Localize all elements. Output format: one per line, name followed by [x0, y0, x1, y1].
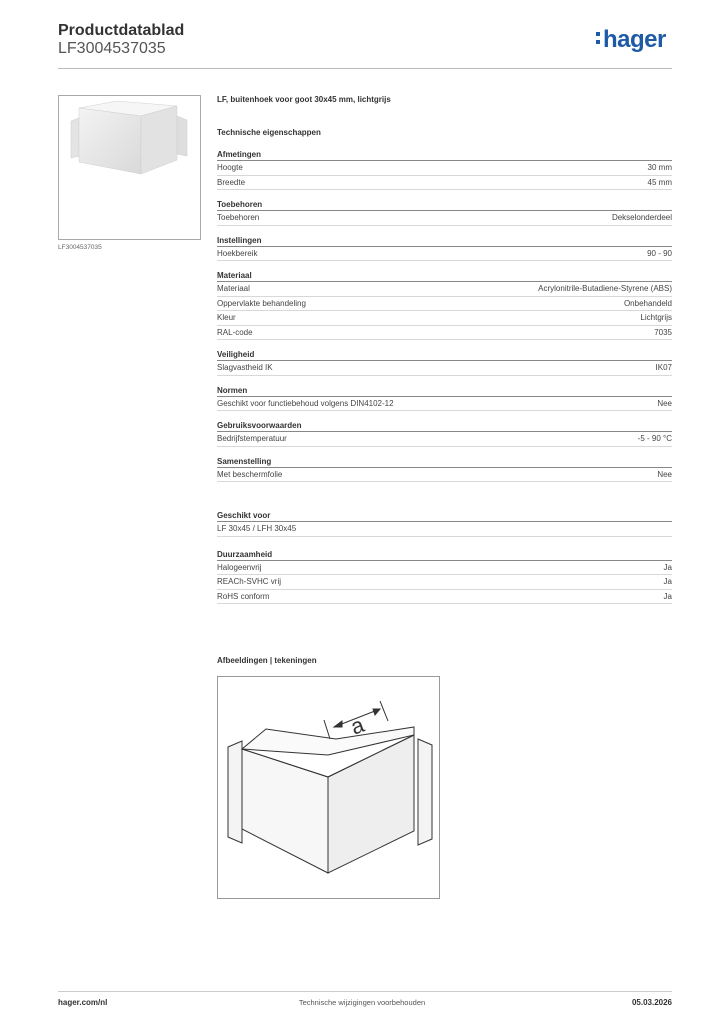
spec-group-title: Materiaal: [217, 270, 672, 282]
product-title: LF, buitenhoek voor goot 30x45 mm, lichtgrijs: [217, 95, 391, 104]
spec-value: 90 - 90: [647, 248, 672, 258]
spec-row: [217, 176, 672, 191]
spec-value: Ja: [663, 577, 672, 586]
header-divider: [58, 68, 672, 69]
spec-group: [217, 385, 672, 412]
spec-label: Hoogte: [217, 163, 243, 172]
footer-disclaimer: Technische wijzigingen voorbehouden: [298, 998, 426, 1007]
spec-row: [217, 282, 672, 297]
corner-drawing-icon: [218, 677, 439, 898]
technical-drawing: [217, 676, 440, 899]
spec-label: Hoekbereik: [217, 248, 258, 258]
spec-row: [217, 247, 672, 262]
suitable-for-section: [217, 509, 672, 537]
spec-label: Materiaal: [217, 284, 250, 293]
spec-row: [217, 522, 672, 537]
spec-value: Acrylonitrile-Butadiene-Styrene (ABS): [538, 284, 672, 293]
sustainability-section: [217, 549, 672, 605]
spec-label: Toebehoren: [217, 213, 260, 222]
spec-label: RAL-code: [217, 327, 253, 337]
spec-value: 45 mm: [647, 177, 672, 187]
spec-label: Kleur: [217, 313, 236, 322]
spec-group: [217, 349, 672, 376]
spec-value: 30 mm: [647, 163, 672, 172]
spec-label: Slagvastheid IK: [217, 363, 273, 372]
spec-value: Ja: [663, 562, 672, 572]
product-thumbnail: [58, 95, 201, 240]
sustainability-title: Duurzaamheid: [217, 549, 672, 561]
spec-group: [217, 456, 672, 483]
spec-row: [217, 326, 672, 341]
spec-value: Nee: [657, 469, 672, 479]
spec-value: Dekselonderdeel: [611, 213, 672, 222]
spec-row: [217, 361, 672, 376]
spec-row: [217, 468, 672, 483]
spec-label: RoHS conform: [217, 591, 270, 601]
spec-group-title: Normen: [217, 385, 672, 397]
spec-row: [217, 161, 672, 176]
spec-group-title: Instellingen: [217, 235, 672, 247]
spec-group: [217, 199, 672, 226]
spec-group-title: Afmetingen: [217, 149, 672, 161]
spec-row: [217, 561, 672, 576]
spec-row: [217, 311, 672, 326]
hager-logo: [596, 28, 666, 52]
spec-value: Nee: [657, 398, 672, 408]
spec-label: REACh-SVHC vrij: [217, 577, 282, 586]
spec-group: [217, 270, 672, 340]
spec-label: Bedrijfstemperatuur: [217, 434, 287, 443]
spec-content: [217, 93, 672, 604]
spec-row: [217, 590, 672, 605]
product-photo-icon: [59, 96, 200, 239]
page-title: Productdatablad: [58, 22, 185, 39]
footer-divider: [58, 991, 672, 992]
spec-row: [217, 211, 672, 226]
spec-label: LF 30x45 / LFH 30x45: [217, 524, 297, 533]
tech-properties-title: Technische eigenschappen: [217, 128, 321, 137]
spec-value: 7035: [654, 327, 672, 337]
spec-groups: [217, 149, 672, 482]
dimension-label: a: [347, 711, 368, 740]
spec-label: Breedte: [217, 177, 246, 187]
spec-group: [217, 149, 672, 190]
spec-value: Ja: [663, 591, 672, 601]
footer-website: hager.com/nl: [58, 998, 108, 1007]
spec-label: Halogeenvrij: [217, 562, 262, 572]
spec-label: Geschikt voor functiebehoud volgens DIN4102-12: [217, 398, 394, 408]
spec-value: IK07: [655, 363, 672, 372]
logo-text: hager: [603, 26, 666, 53]
spec-row: [217, 297, 672, 312]
spec-value: -5 - 90 °C: [637, 434, 672, 443]
article-number: LF3004537035: [58, 40, 166, 57]
spec-group: [217, 235, 672, 262]
spec-value: Lichtgrijs: [640, 313, 672, 322]
spec-row: [217, 432, 672, 447]
thumbnail-caption: LF3004537035: [58, 244, 102, 251]
spec-group: [217, 420, 672, 447]
spec-row: [217, 397, 672, 412]
spec-value: Onbehandeld: [623, 298, 672, 308]
spec-group-title: Veiligheid: [217, 349, 672, 361]
spec-label: Met beschermfolie: [217, 469, 283, 479]
spec-group-title: Toebehoren: [217, 199, 672, 211]
logo-dots-icon: [596, 32, 601, 46]
spec-label: Oppervlakte behandeling: [217, 298, 306, 308]
spec-group-title: Samenstelling: [217, 456, 672, 468]
suitable-for-title: Geschikt voor: [217, 509, 672, 522]
footer-date: 05.03.2026: [631, 998, 672, 1007]
spec-group-title: Gebruiksvoorwaarden: [217, 420, 672, 432]
images-title: Afbeeldingen | tekeningen: [217, 656, 317, 665]
spec-row: [217, 575, 672, 590]
